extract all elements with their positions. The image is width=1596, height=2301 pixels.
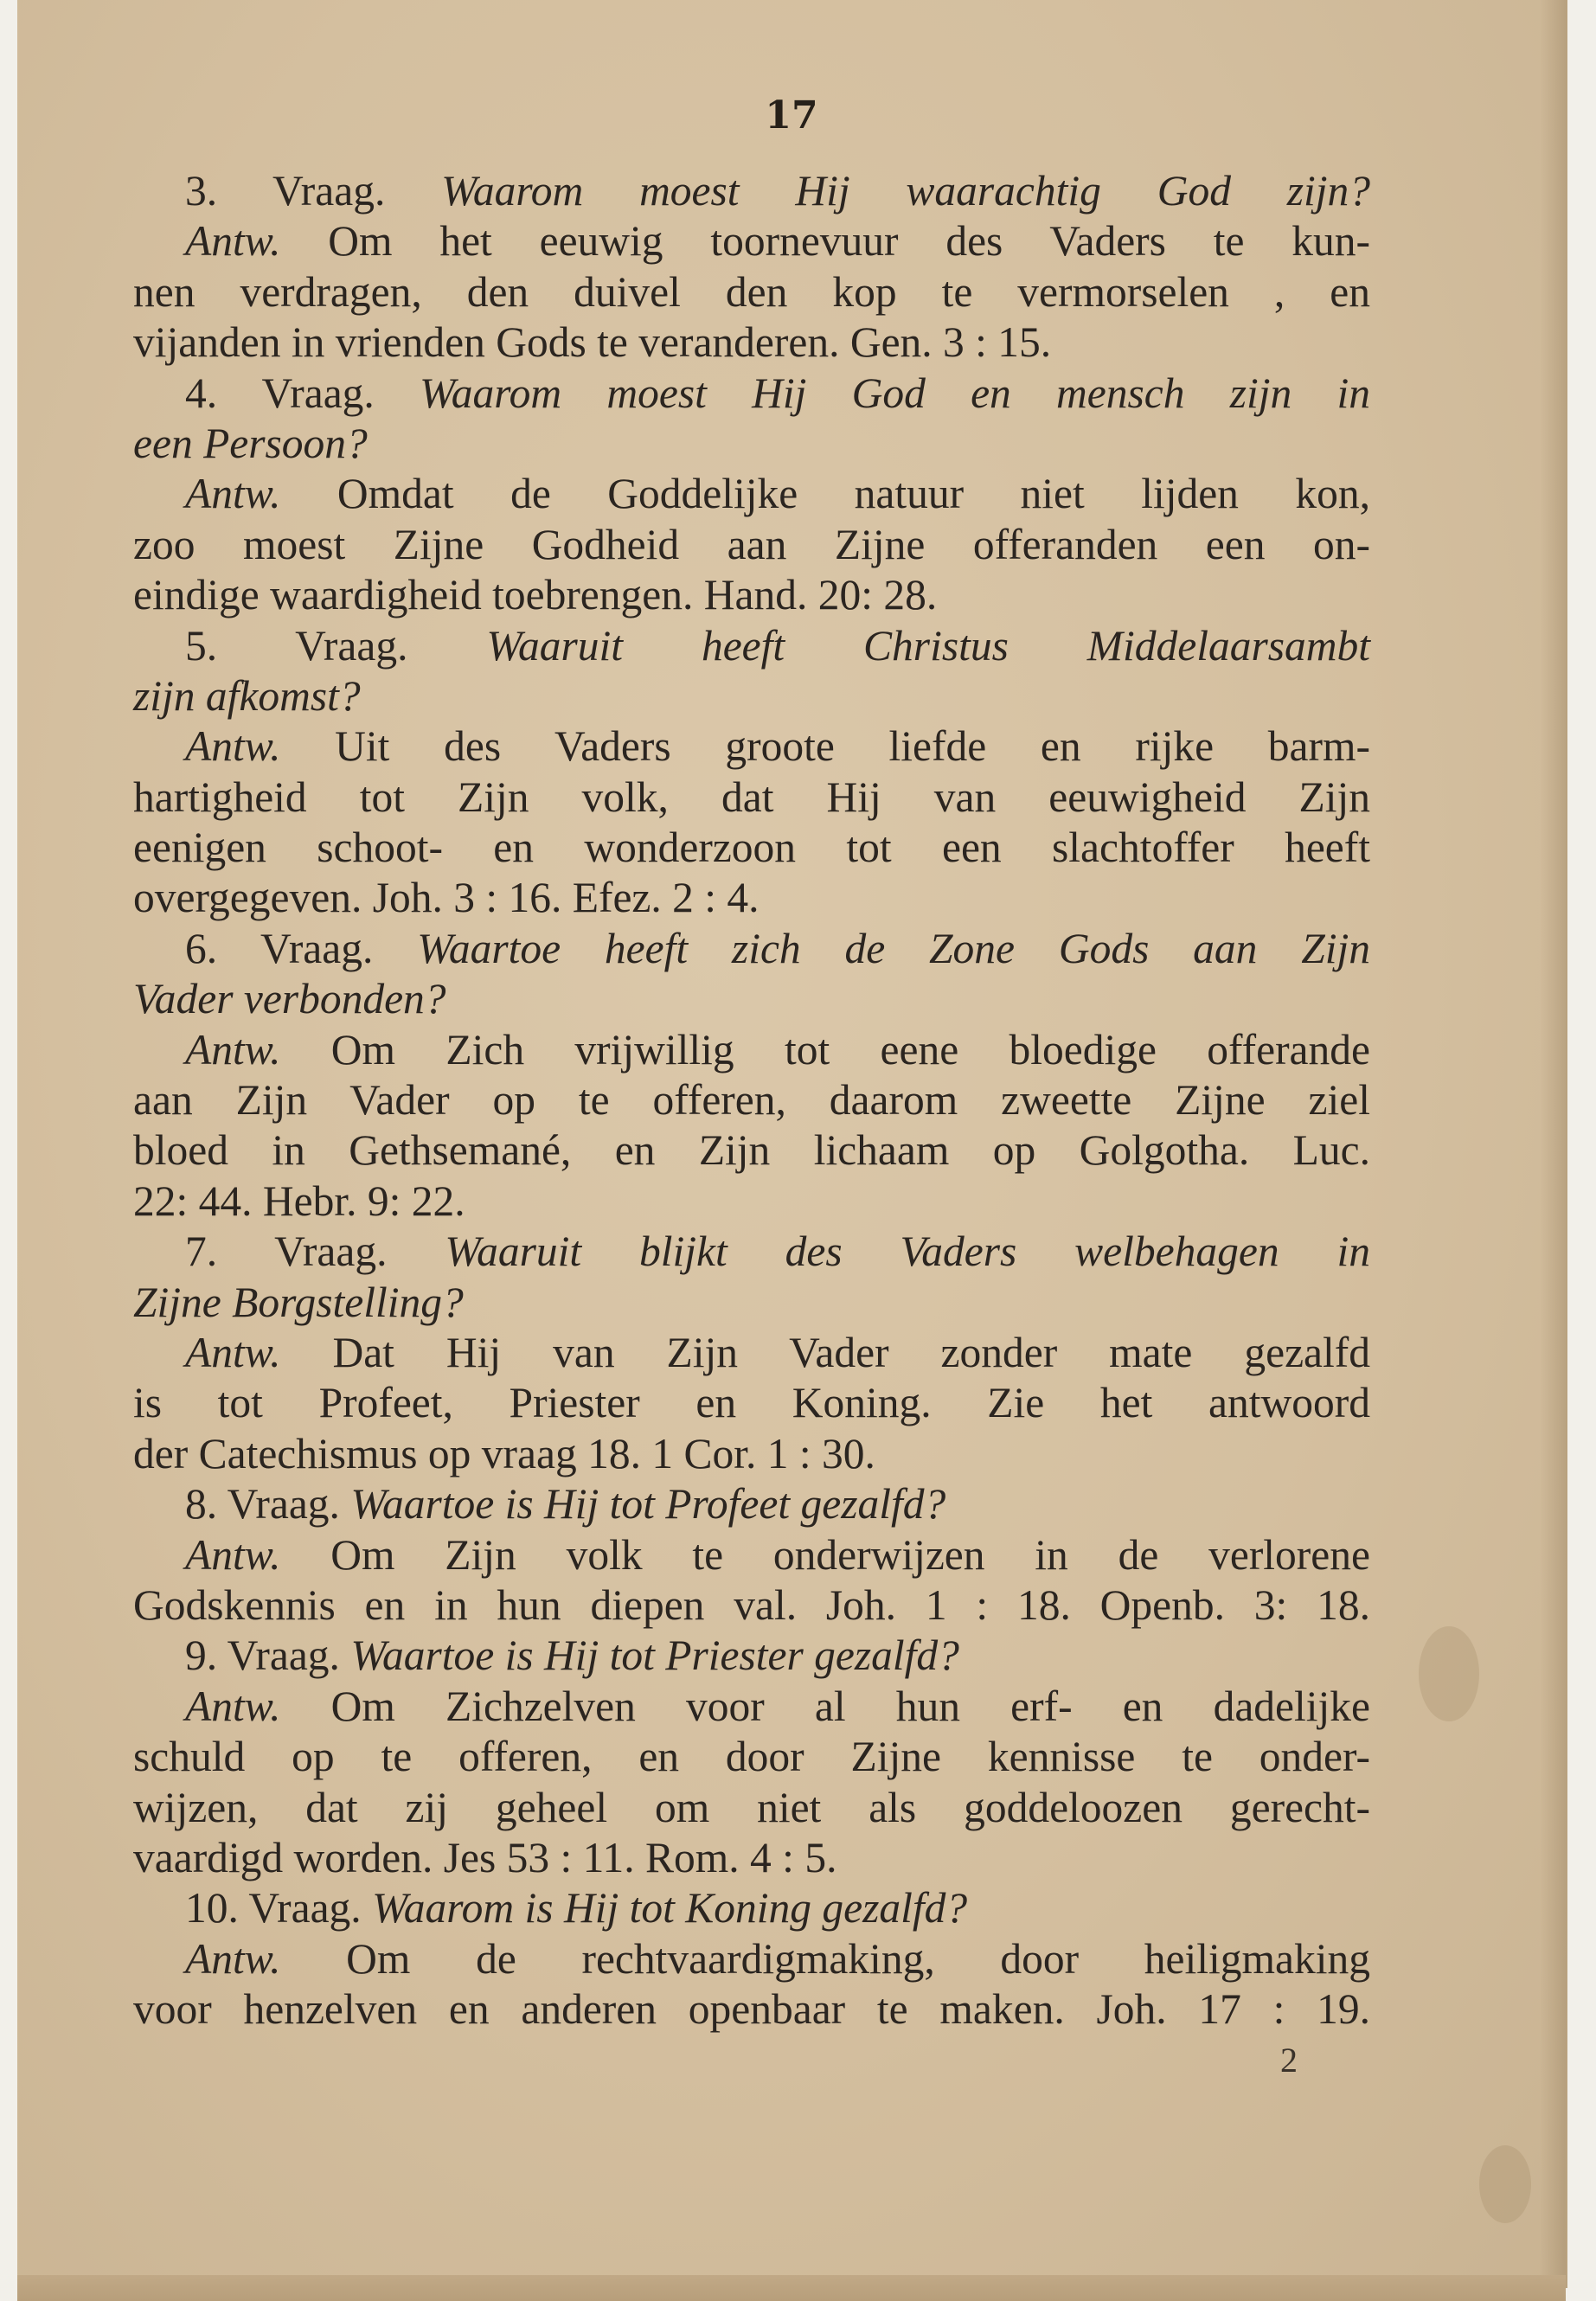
text-line: Antw. Dat Hij van Zijn Vader zonder mate gezalfd <box>185 1328 1370 1376</box>
question-line <box>133 369 1370 419</box>
text-line: der Catechismus op vraag 18. 1 Cor. 1 : 30. <box>133 1429 875 1477</box>
text-line: wijzen, dat zij geheel om niet als goddeloozen gerecht- <box>133 1783 1370 1831</box>
text-line: voor henzelven en anderen openbaar te maken. Joh. 17 : 19. <box>133 1985 1370 2034</box>
text-line: 6. Vraag. Waartoe heeft zich de Zone Gods aan Zijn <box>185 924 1370 972</box>
question-line <box>133 1479 1370 1529</box>
text-line: 8. Vraag. Waartoe is Hij tot Profeet gezalfd? <box>185 1480 946 1529</box>
text-line: 4. Vraag. Waarom moest Hij God en mensch zijn in <box>185 369 1370 417</box>
text-line-row <box>133 1125 1370 1176</box>
question-line <box>133 166 1370 216</box>
question-line <box>133 1227 1370 1277</box>
text-line-row <box>133 520 1370 570</box>
paper-stain <box>1479 2145 1531 2223</box>
text-line: is tot Profeet, Priester en Koning. Zie het antwoord <box>133 1379 1370 1427</box>
text-line: 9. Vraag. Waartoe is Hij tot Priester gezalfd? <box>185 1631 959 1680</box>
text-line: Antw. Om de rechtvaardigmaking, door heiligmaking <box>185 1934 1370 1983</box>
answer-line <box>133 1682 1370 1732</box>
text-line: een Persoon? <box>133 419 368 467</box>
text-line-row <box>133 1833 1370 1883</box>
text-line-row <box>133 772 1370 823</box>
page-number: 17 <box>765 93 818 138</box>
text-line: vijanden in vrienden Gods te veranderen. Gen. 3 : 15. <box>133 318 1052 367</box>
text-line: nen verdragen, den duivel den kop te vermorselen , en <box>133 267 1370 316</box>
page-bottom-edge <box>17 2275 1566 2301</box>
question-line <box>133 1883 1370 1933</box>
answer-line <box>133 469 1370 519</box>
answer-line <box>133 1934 1370 1984</box>
book-page <box>17 0 1567 2288</box>
text-line: schuld op te offeren, en door Zijne kennisse te onder- <box>133 1733 1370 1781</box>
signature-mark: 2 <box>1280 2041 1298 2080</box>
answer-line <box>133 216 1370 266</box>
text-line-row <box>133 1075 1370 1125</box>
text-line-row <box>133 1732 1370 1782</box>
text-line: Vader verbonden? <box>133 975 446 1023</box>
text-line-row <box>133 823 1370 873</box>
text-line-row <box>133 873 1370 923</box>
question-line <box>133 924 1370 974</box>
page-body-text <box>133 166 1370 2035</box>
text-line-row <box>133 1984 1370 2035</box>
question-line <box>133 1631 1370 1681</box>
text-line: vaardigd worden. Jes 53 : 11. Rom. 4 : 5. <box>133 1833 837 1881</box>
text-line: hartigheid tot Zijn volk, dat Hij van eeuwigheid Zijn <box>133 772 1370 821</box>
text-line: Antw. Om Zichzelven voor al hun erf- en dadelijke <box>185 1682 1370 1730</box>
question-line <box>133 621 1370 671</box>
text-line-row <box>133 1176 1370 1227</box>
answer-line <box>133 1025 1370 1075</box>
text-line: 7. Vraag. Waaruit blijkt des Vaders welbehagen in <box>185 1227 1370 1276</box>
text-line: Godskennis en in hun diepen val. Joh. 1 : 18. Openb. 3: 18. <box>133 1580 1370 1629</box>
text-line: 10. Vraag. Waarom is Hij tot Koning gezalfd? <box>185 1884 968 1932</box>
text-line: zoo moest Zijne Godheid aan Zijne offeranden een on- <box>133 520 1370 568</box>
text-line-row <box>133 1783 1370 1833</box>
text-line: Antw. Om Zich vrijwillig tot eene bloedige offerande <box>185 1025 1370 1074</box>
text-line: Antw. Uit des Vaders groote liefde en rijke barm- <box>185 722 1370 771</box>
text-line: eenigen schoot- en wonderzoon tot een slachtoffer heeft <box>133 824 1370 872</box>
text-line-row <box>133 1580 1370 1631</box>
paper-stain <box>1419 1626 1479 1721</box>
text-line-row <box>133 1378 1370 1428</box>
text-line-row <box>133 1429 1370 1479</box>
answer-line <box>133 721 1370 772</box>
text-line-row <box>133 1278 1370 1328</box>
text-line: 5. Vraag. Waaruit heeft Christus Middelaarsambt <box>185 621 1370 670</box>
page-edge-shadow <box>1540 0 1566 2288</box>
text-line: Zijne Borgstelling? <box>133 1278 464 1326</box>
text-line: Antw. Omdat de Goddelijke natuur niet lijden kon, <box>185 470 1370 518</box>
text-line: aan Zijn Vader op te offeren, daarom zweette Zijne ziel <box>133 1076 1370 1125</box>
text-line: 3. Vraag. Waarom moest Hij waarachtig God zijn? <box>185 167 1371 215</box>
text-line-row <box>133 671 1370 721</box>
text-line: overgegeven. Joh. 3 : 16. Efez. 2 : 4. <box>133 874 760 922</box>
text-line-row <box>133 317 1370 368</box>
text-line-row <box>133 267 1370 317</box>
text-line: bloed in Gethsemané, en Zijn lichaam op Golgotha. Luc. <box>133 1126 1370 1175</box>
text-line: zijn afkomst? <box>133 671 361 720</box>
answer-line <box>133 1530 1370 1580</box>
text-line: Antw. Om Zijn volk te onderwijzen in de verlorene <box>185 1530 1370 1579</box>
text-line-row <box>133 419 1370 469</box>
text-line: 22: 44. Hebr. 9: 22. <box>133 1176 465 1225</box>
text-line: Antw. Om het eeuwig toornevuur des Vaders te kun- <box>185 217 1370 266</box>
text-line: eindige waardigheid toebrengen. Hand. 20: 28. <box>133 571 938 619</box>
text-line-row <box>133 570 1370 620</box>
text-line-row <box>133 974 1370 1024</box>
answer-line <box>133 1328 1370 1378</box>
